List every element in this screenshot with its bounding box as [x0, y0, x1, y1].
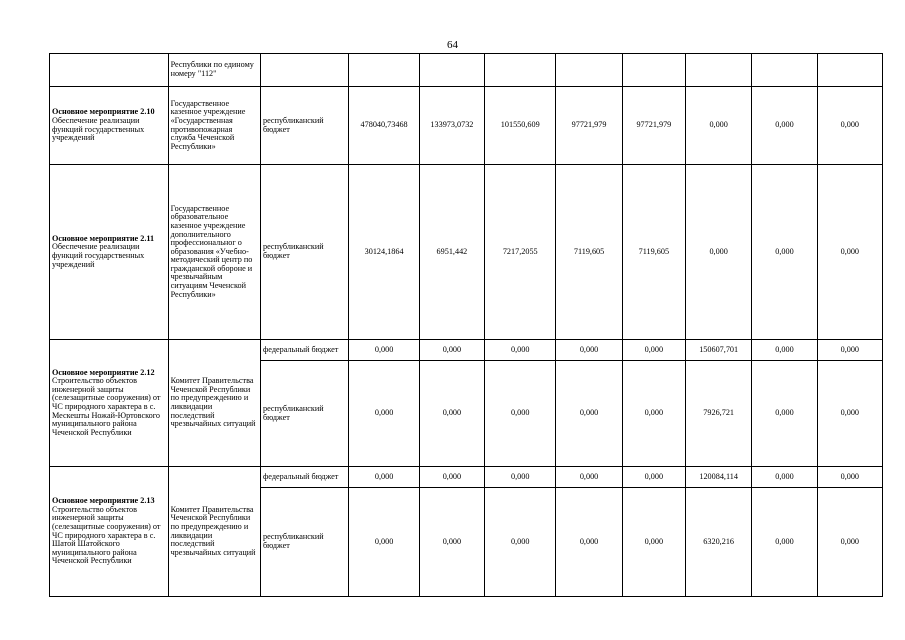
table-row — [50, 165, 883, 340]
event-cell — [50, 87, 169, 165]
value-cell: 0,000 — [419, 340, 484, 361]
value-cell: 97721,979 — [556, 87, 622, 165]
value-cell: 0,000 — [419, 361, 484, 467]
source-cell: республиканский бюджет — [261, 361, 349, 467]
value-cell: 6320,216 — [686, 488, 752, 597]
source-cell: республиканский бюджет — [261, 488, 349, 597]
value-cell: 0,000 — [817, 87, 882, 165]
executor-cell: Государственное казенное учреждение «Государственная противопожарная служба Чеченской Республики» — [168, 87, 260, 165]
value-cell: 0,000 — [485, 361, 556, 467]
value-cell: 7926,721 — [686, 361, 752, 467]
event-title: Основное мероприятие 2.13 — [52, 496, 155, 506]
value-cell: 0,000 — [752, 165, 817, 340]
source-cell: республиканский бюджет — [261, 87, 349, 165]
value-cell: 0,000 — [556, 467, 622, 488]
event-title: Основное мероприятие 2.10 — [52, 107, 155, 117]
value-cell: 101550,609 — [485, 87, 556, 165]
value-cell: 0,000 — [556, 488, 622, 597]
value-cell: 0,000 — [349, 488, 419, 597]
page-number: 64 — [447, 39, 458, 51]
value-cell: 0,000 — [752, 488, 817, 597]
value-cell: 0,000 — [485, 488, 556, 597]
table-row — [50, 87, 883, 165]
value-cell: 0,000 — [419, 488, 484, 597]
value-cell: 0,000 — [622, 488, 685, 597]
value-cell: 0,000 — [349, 361, 419, 467]
executor-cell: Республики по единому номеру "112" — [168, 54, 260, 87]
table-row — [50, 54, 883, 87]
value-cell: 0,000 — [817, 340, 882, 361]
value-cell: 30124,1864 — [349, 165, 419, 340]
source-cell: федеральный бюджет — [261, 340, 349, 361]
value-cell: 6951,442 — [419, 165, 484, 340]
executor-cell: Государственное образовательное казенное учреждение дополнительного профессиональног о образования «Учебно-методический центр по гражданской обороне и чрезвычайным ситуациям Чеченской Республики» — [168, 165, 260, 340]
value-cell — [817, 54, 882, 87]
value-cell — [622, 54, 685, 87]
value-cell: 0,000 — [817, 488, 882, 597]
value-cell — [686, 54, 752, 87]
value-cell: 0,000 — [419, 467, 484, 488]
event-title: Основное мероприятие 2.12 — [52, 367, 155, 377]
source-cell: федеральный бюджет — [261, 467, 349, 488]
value-cell: 0,000 — [556, 361, 622, 467]
value-cell — [349, 54, 419, 87]
value-cell: 120084,114 — [686, 467, 752, 488]
value-cell: 0,000 — [349, 340, 419, 361]
value-cell: 0,000 — [817, 467, 882, 488]
value-cell: 133973,0732 — [419, 87, 484, 165]
value-cell: 7119,605 — [556, 165, 622, 340]
value-cell: 0,000 — [752, 87, 817, 165]
value-cell: 0,000 — [686, 87, 752, 165]
table-row — [50, 340, 883, 361]
source-cell — [261, 54, 349, 87]
value-cell: 0,000 — [349, 467, 419, 488]
value-cell: 0,000 — [817, 361, 882, 467]
value-cell: 7217,2055 — [485, 165, 556, 340]
event-description: Обеспечение реализации функций государственных учреждений — [52, 242, 145, 269]
value-cell — [419, 54, 484, 87]
event-title: Основное мероприятие 2.11 — [52, 233, 155, 243]
value-cell: 0,000 — [485, 467, 556, 488]
event-cell — [50, 54, 169, 87]
value-cell: 0,000 — [817, 165, 882, 340]
value-cell: 0,000 — [556, 340, 622, 361]
value-cell: 478040,73468 — [349, 87, 419, 165]
event-description: Строительство объектов инженерной защиты (селезащитные сооружения) от ЧС природного характера в с. Шатой Шатойского муниципального района Чеченской Республики — [52, 504, 161, 566]
event-cell — [50, 165, 169, 340]
event-description: Строительство объектов инженерной защиты (селезащитные сооружения) от ЧС природного характера в с. Мескешты Ножай-Юртовского муниципального района Чеченской Республики — [52, 376, 161, 437]
event-cell — [50, 467, 169, 597]
budget-table — [49, 53, 883, 597]
value-cell: 0,000 — [686, 165, 752, 340]
value-cell: 150607,701 — [686, 340, 752, 361]
value-cell: 0,000 — [622, 467, 685, 488]
value-cell — [485, 54, 556, 87]
value-cell: 0,000 — [752, 467, 817, 488]
event-cell — [50, 340, 169, 467]
event-description: Обеспечение реализации функций государственных учреждений — [52, 115, 145, 143]
table-row — [50, 467, 883, 488]
value-cell — [556, 54, 622, 87]
executor-cell: Комитет Правительства Чеченской Республики по предупреждению и ликвидации последствий чрезвычайных ситуаций — [168, 467, 260, 597]
value-cell: 7119,605 — [622, 165, 685, 340]
value-cell — [752, 54, 817, 87]
value-cell: 0,000 — [485, 340, 556, 361]
value-cell: 97721,979 — [622, 87, 685, 165]
value-cell: 0,000 — [752, 340, 817, 361]
value-cell: 0,000 — [752, 361, 817, 467]
value-cell: 0,000 — [622, 361, 685, 467]
source-cell: республиканский бюджет — [261, 165, 349, 340]
value-cell: 0,000 — [622, 340, 685, 361]
executor-cell: Комитет Правительства Чеченской Республики по предупреждению и ликвидации последствий чрезвычайных ситуаций — [168, 340, 260, 467]
